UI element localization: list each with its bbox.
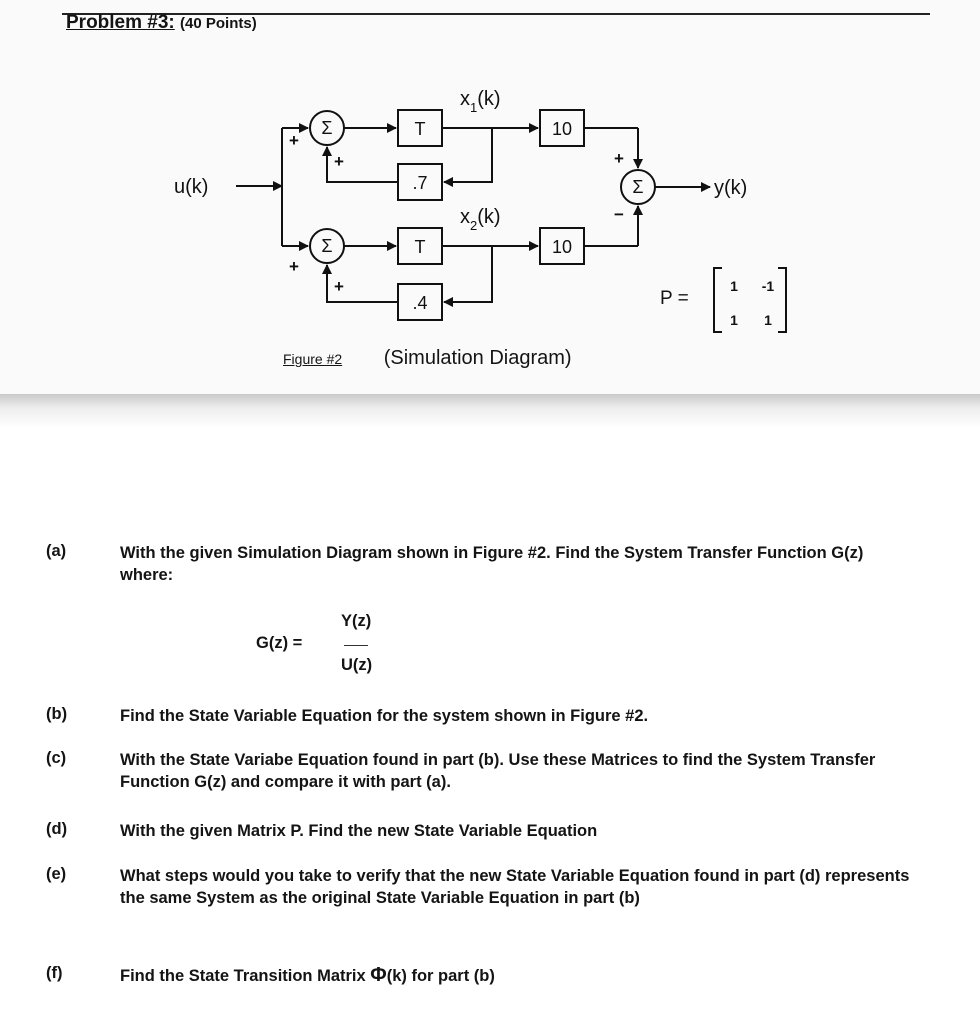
matrix-cell-2-2: 1 bbox=[764, 312, 772, 328]
question-label: (a) bbox=[46, 542, 67, 560]
question-label: (e) bbox=[46, 865, 67, 883]
simulation-diagram bbox=[0, 0, 980, 400]
sum-1-plus-left: + bbox=[289, 131, 299, 150]
matrix-bracket-left bbox=[714, 268, 722, 332]
feedback-2-path bbox=[444, 246, 492, 302]
matrix-bracket-right bbox=[778, 268, 786, 332]
question-label: (d) bbox=[46, 820, 68, 838]
feedback-gain-1-label: .7 bbox=[412, 173, 428, 193]
sum-1-plus-bottom: + bbox=[334, 152, 344, 171]
matrix-label: P = bbox=[660, 288, 689, 309]
input-label: u(k) bbox=[174, 176, 209, 198]
question-text: Find the State Transition Matrix Φ(k) for part (b) bbox=[120, 964, 495, 986]
sum-2-plus-bottom: + bbox=[334, 277, 344, 296]
sum-2-plus-left: + bbox=[289, 257, 299, 276]
question-text: Find the State Variable Equation for the system shown in Figure #2. bbox=[120, 707, 649, 725]
matrix-cell-1-2: -1 bbox=[761, 278, 775, 294]
phi-symbol: Φ bbox=[370, 964, 387, 986]
sum-2-symbol: Σ bbox=[321, 236, 333, 256]
sum-1-symbol: Σ bbox=[321, 118, 333, 138]
matrix-cell-2-1: 1 bbox=[730, 312, 738, 328]
output-sum-plus: + bbox=[614, 149, 624, 168]
figure-number: Figure #2 bbox=[283, 351, 343, 367]
question-text: What steps would you take to verify that the new State Variable Equation found in part (d) represents the same System as the original State Variable Equation in part (b) bbox=[120, 867, 910, 907]
output-gain-1-label: 10 bbox=[551, 119, 573, 139]
output-sum-symbol: Σ bbox=[632, 177, 644, 197]
problem-points: (40 Points) bbox=[180, 15, 257, 32]
problem-number: Problem #3: bbox=[66, 12, 175, 33]
feedback-1-path bbox=[444, 128, 492, 182]
figure-caption bbox=[283, 347, 572, 370]
delay-1-label: T bbox=[414, 119, 426, 139]
output-sum-minus: − bbox=[614, 205, 624, 224]
fraction-bar bbox=[344, 645, 368, 646]
matrix-cell-1-1: 1 bbox=[730, 278, 738, 294]
formula-numerator: Y(z) bbox=[341, 612, 372, 630]
question-text: With the given Simulation Diagram shown in Figure #2. Find the System Transfer Function G(z) where: bbox=[120, 544, 864, 584]
question-text: With the given Matrix P. Find the new State Variable Equation bbox=[120, 822, 598, 840]
formula-lhs: G(z) = bbox=[256, 634, 303, 652]
output-gain-2-label: 10 bbox=[551, 237, 573, 257]
state-1-label: $x_1(k)$ bbox=[460, 88, 501, 115]
output-label: y(k) bbox=[714, 177, 748, 199]
formula-denominator: U(z) bbox=[341, 656, 373, 674]
feedback-gain-2-label: .4 bbox=[412, 293, 428, 313]
question-label: (f) bbox=[46, 964, 63, 982]
figure-title: (Simulation Diagram) bbox=[383, 347, 572, 369]
question-label: (b) bbox=[46, 705, 68, 723]
question-label: (c) bbox=[46, 749, 67, 767]
state-2-label: $x_2(k)$ bbox=[460, 206, 501, 233]
delay-2-label: T bbox=[414, 237, 426, 257]
question-text: With the State Variabe Equation found in part (b). Use these Matrices to find the System Transfer Function G(z) and compare it with part (a). bbox=[120, 751, 876, 791]
